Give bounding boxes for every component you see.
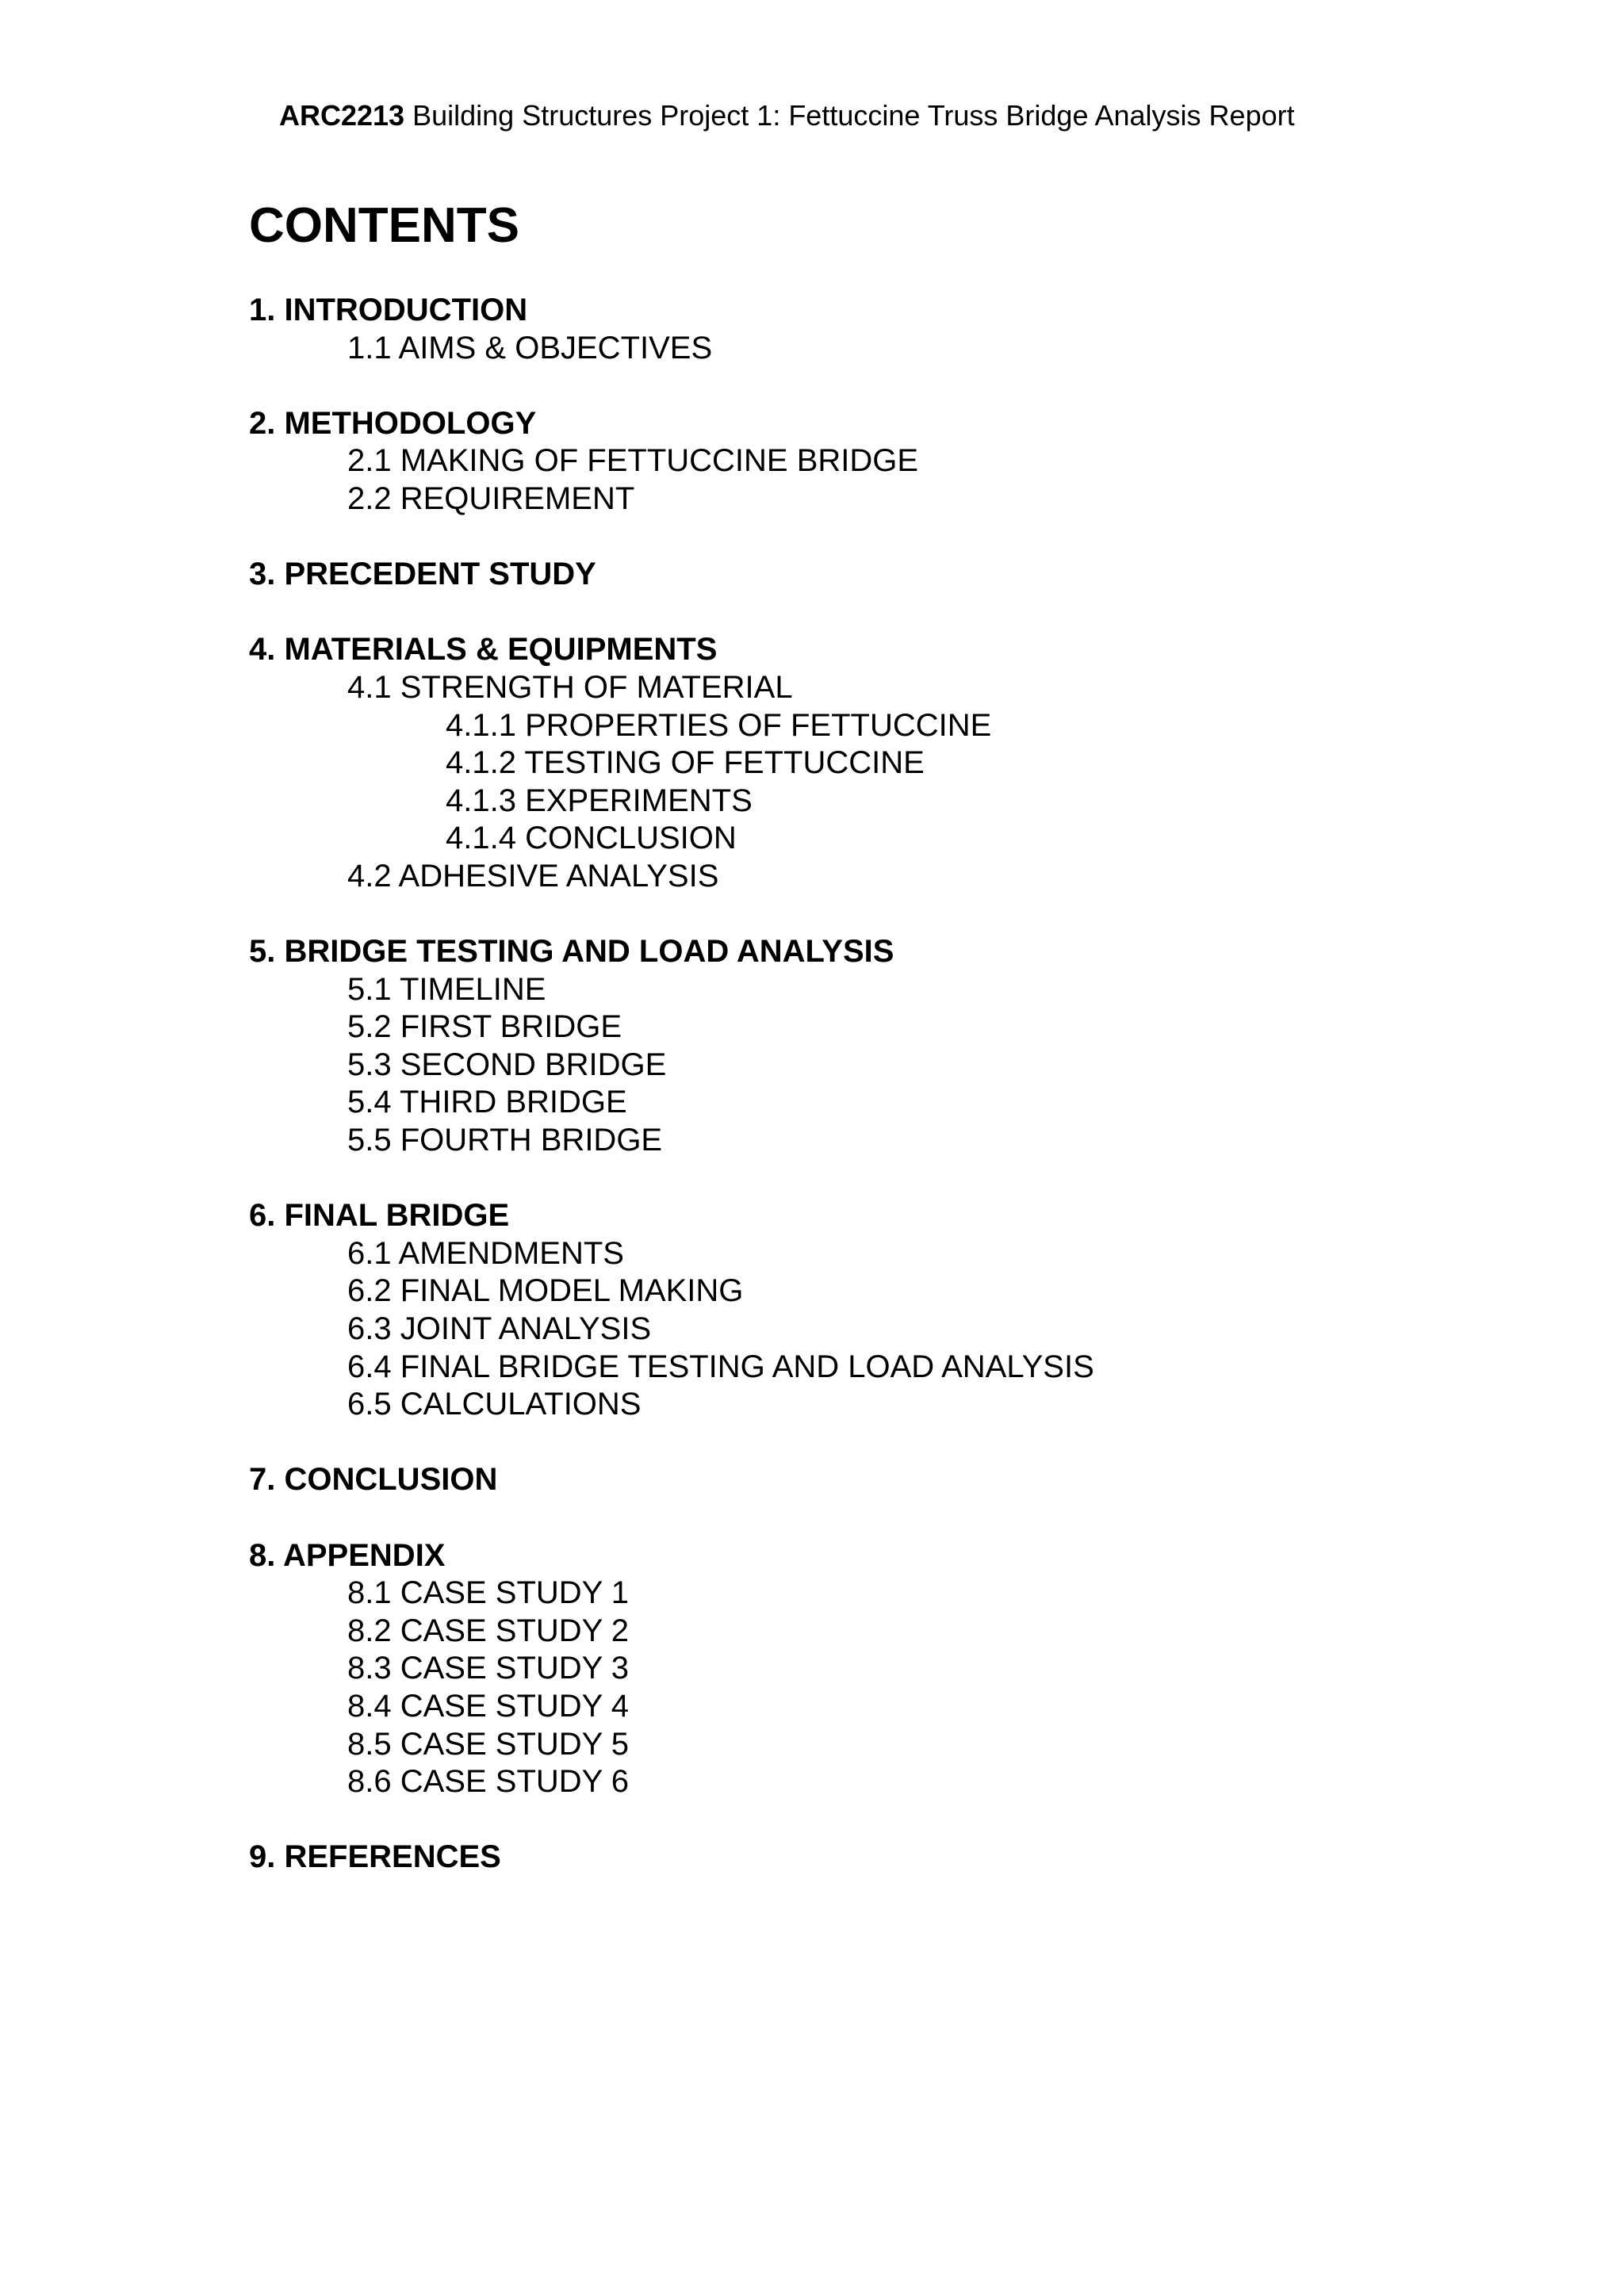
toc-subsection-entry: 2.1 MAKING OF FETTUCCINE BRIDGE [347, 443, 919, 479]
toc-section-heading: 9. REFERENCES [249, 1839, 501, 1875]
toc-section-heading: 7. CONCLUSION [249, 1462, 498, 1498]
toc-subsection-entry: 8.6 CASE STUDY 6 [347, 1764, 629, 1800]
toc-subsection-entry: 6.3 JOINT ANALYSIS [347, 1311, 652, 1347]
toc-section-heading: 4. MATERIALS & EQUIPMENTS [249, 632, 718, 668]
toc-subsection-entry: 6.5 CALCULATIONS [347, 1387, 642, 1422]
toc-subsection-entry: 5.1 TIMELINE [347, 971, 546, 1007]
toc-section [249, 292, 1557, 367]
toc-section-heading: 2. METHODOLOGY [249, 405, 537, 441]
toc-subsection-entry: 8.3 CASE STUDY 3 [347, 1651, 629, 1686]
toc-subsection-entry: 2.2 REQUIREMENT [347, 480, 635, 516]
toc-section-heading: 8. APPENDIX [249, 1537, 446, 1573]
toc-section [249, 1197, 1557, 1424]
toc-section-heading: 3. PRECEDENT STUDY [249, 557, 596, 592]
report-title: Building Structures Project 1: Fettuccine Truss Bridge Analysis Report [404, 99, 1295, 132]
toc-subsection-entry: 1.1 AIMS & OBJECTIVES [347, 330, 713, 365]
toc-subsection-entry: 5.4 THIRD BRIDGE [347, 1085, 627, 1120]
toc-subsection-entry: 6.1 AMENDMENTS [347, 1235, 624, 1271]
toc-subsection-entry: 8.4 CASE STUDY 4 [347, 1688, 629, 1724]
toc-section-heading: 5. BRIDGE TESTING AND LOAD ANALYSIS [249, 934, 894, 970]
toc-subsection-entry: 4.1 STRENGTH OF MATERIAL [347, 669, 793, 705]
course-code: ARC2213 [279, 99, 405, 132]
toc-section [249, 933, 1557, 1160]
toc-section [249, 1537, 1557, 1801]
toc-section-heading: 1. INTRODUCTION [249, 293, 528, 327]
toc-section-heading: 6. FINAL BRIDGE [249, 1198, 510, 1234]
toc-subsubsection-entry: 4.1.2 TESTING OF FETTUCCINE [446, 745, 925, 781]
toc-section [249, 1461, 1557, 1499]
toc-subsection-entry: 5.2 FIRST BRIDGE [347, 1009, 622, 1045]
toc-subsubsection-entry: 4.1.4 CONCLUSION [446, 821, 737, 856]
toc-subsection-entry: 6.2 FINAL MODEL MAKING [347, 1273, 744, 1309]
toc-section [249, 631, 1557, 895]
toc-subsection-entry: 5.5 FOURTH BRIDGE [347, 1123, 663, 1158]
toc-subsection-entry: 8.5 CASE STUDY 5 [347, 1726, 629, 1762]
toc-subsection-entry: 4.2 ADHESIVE ANALYSIS [347, 858, 719, 894]
toc-section [249, 1839, 1557, 1877]
toc-subsubsection-entry: 4.1.1 PROPERTIES OF FETTUCCINE [446, 707, 992, 743]
toc-section [249, 405, 1557, 519]
toc-subsection-entry: 8.2 CASE STUDY 2 [347, 1613, 629, 1648]
toc-subsection-entry: 6.4 FINAL BRIDGE TESTING AND LOAD ANALYSIS [347, 1349, 1094, 1384]
toc-section [249, 556, 1557, 594]
toc-subsection-entry: 8.1 CASE STUDY 1 [347, 1575, 629, 1611]
toc-subsubsection-entry: 4.1.3 EXPERIMENTS [446, 783, 753, 818]
contents-heading: CONTENTS [249, 198, 519, 253]
toc-subsection-entry: 5.3 SECOND BRIDGE [347, 1047, 667, 1082]
running-header [279, 98, 1295, 133]
table-of-contents [249, 292, 1557, 1877]
